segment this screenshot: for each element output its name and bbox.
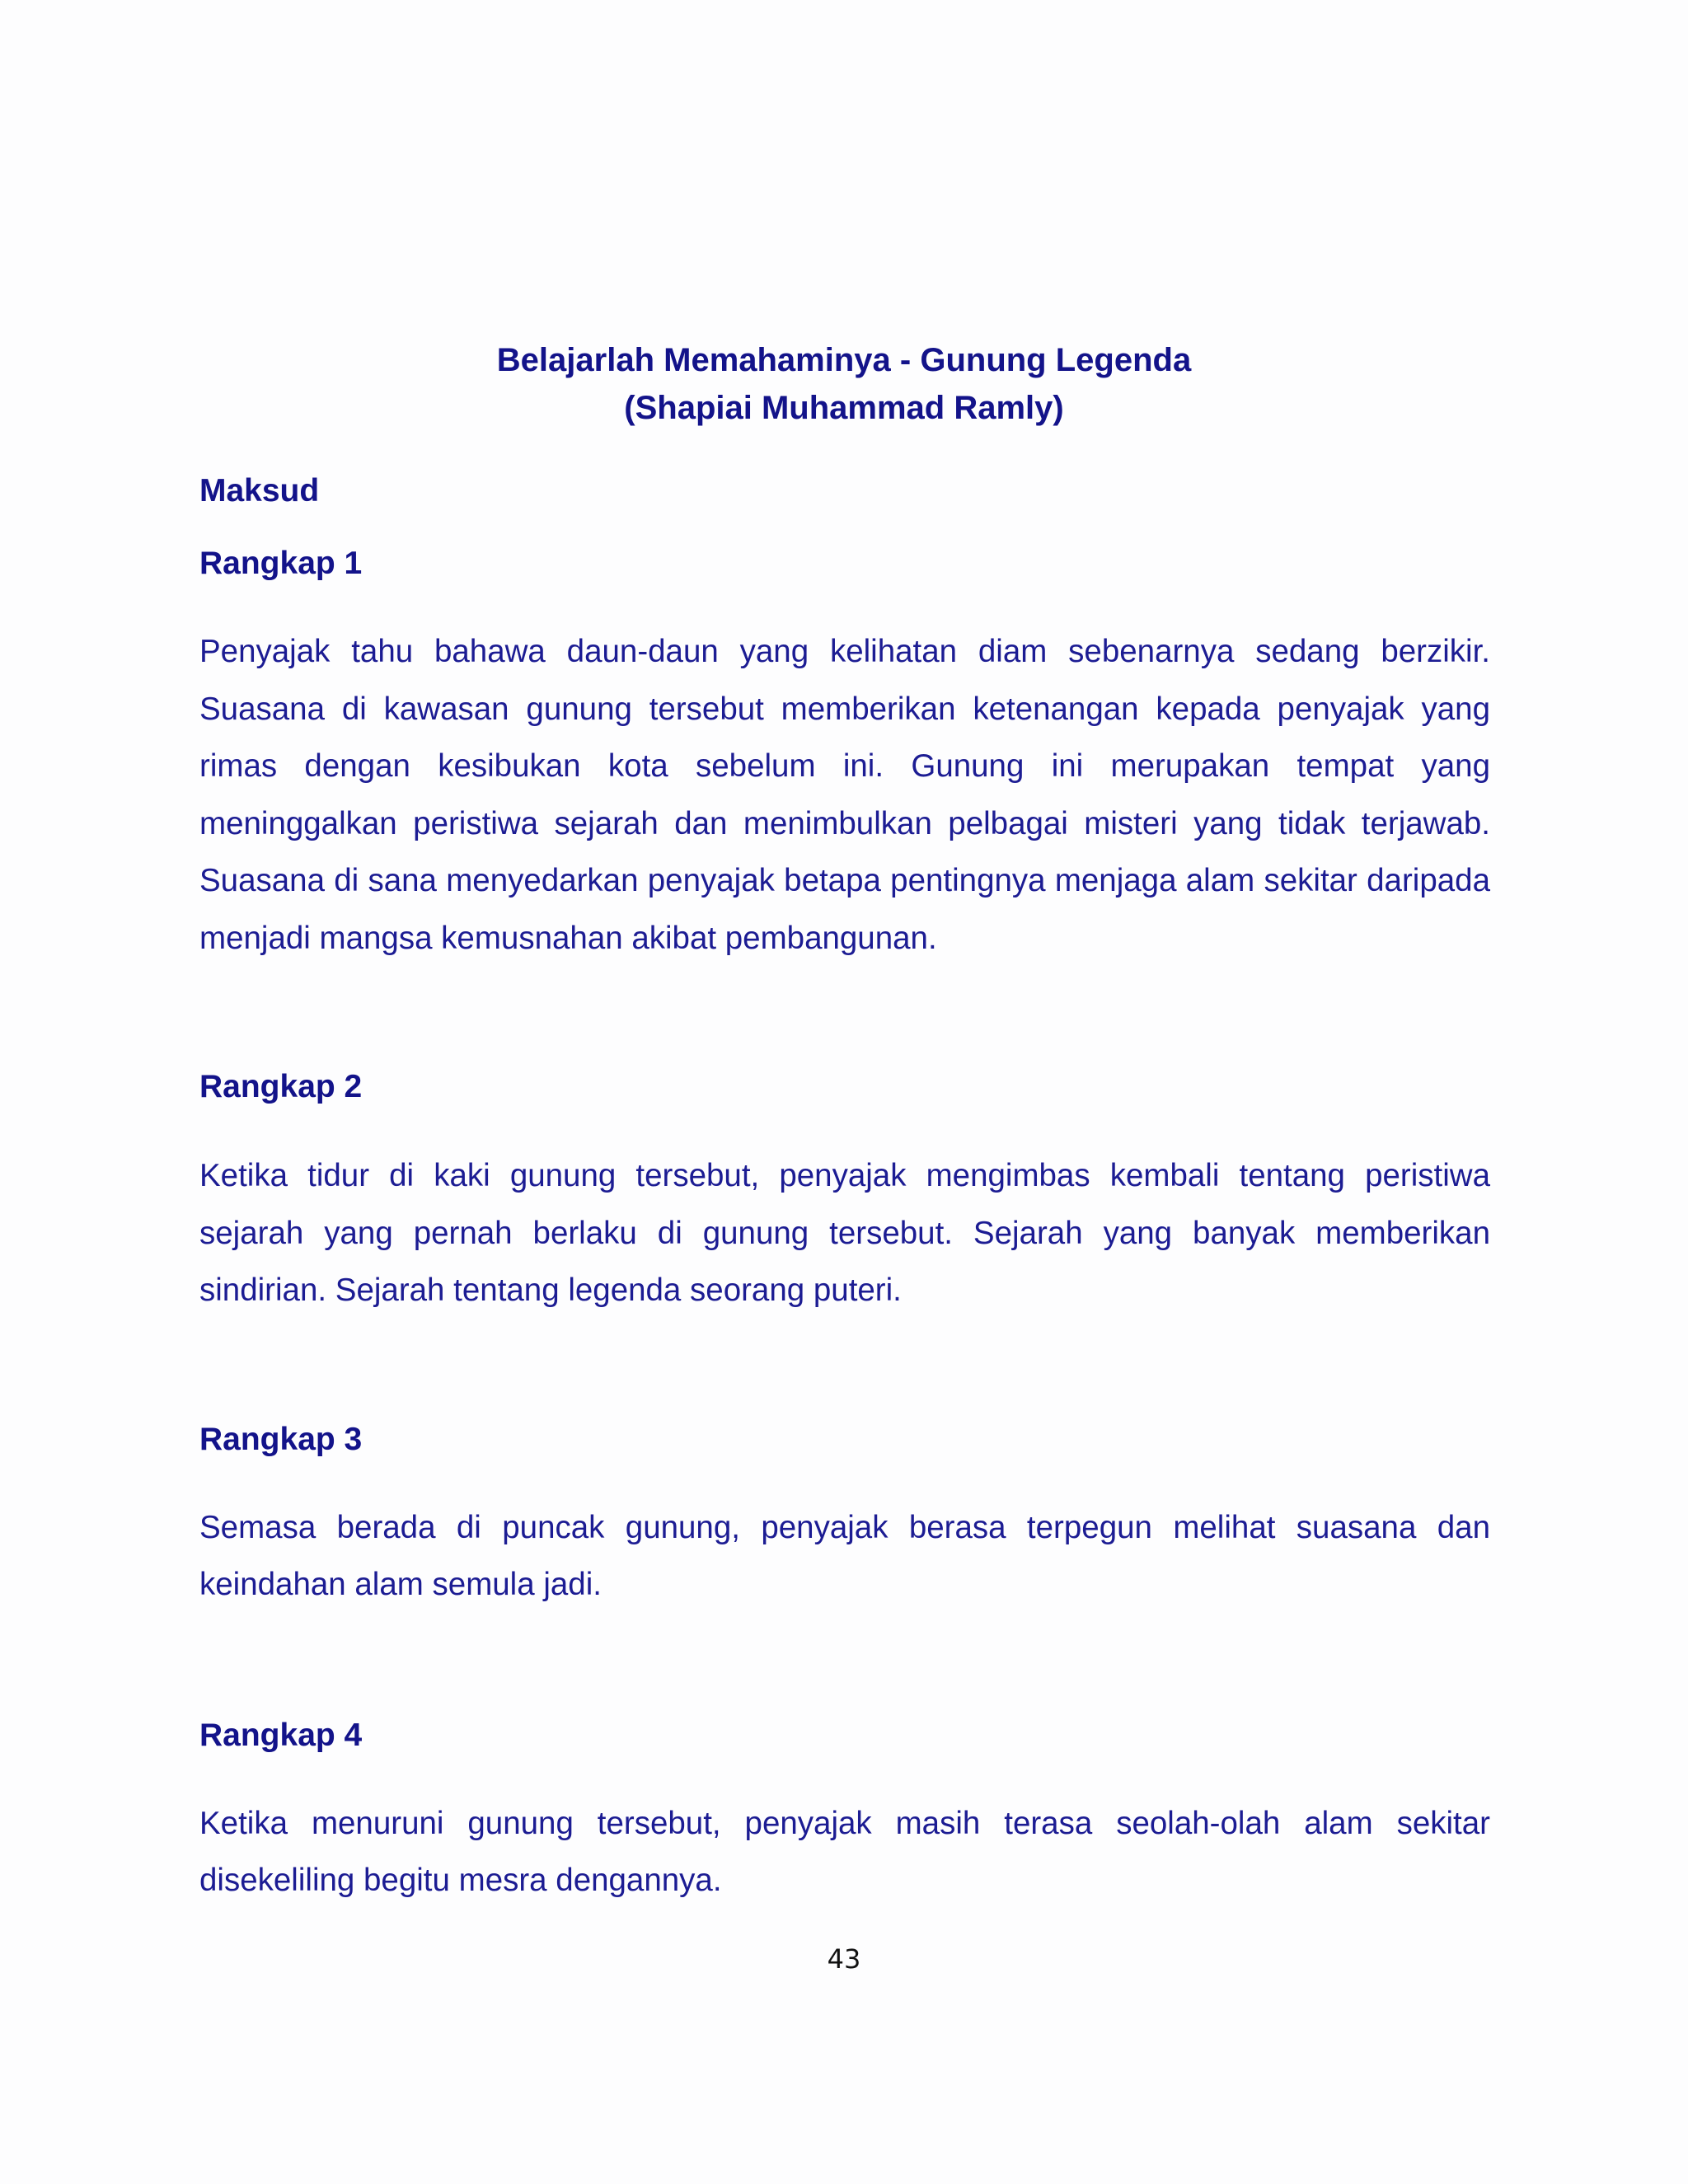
stanza-text-3: Semasa berada di puncak gunung, penyajak berasa terpegun melihat suasana dan keindahan alam semula jadi.	[199, 1509, 1490, 1602]
stanza-text-1: Penyajak tahu bahawa daun-daun yang kelihatan diam sebenarnya sedang berzikir. Suasana di kawasan gunung tersebut memberikan ketenangan kepada penyajak yang rimas dengan kesibukan kota sebelum ini. Gunung ini merupakan tempat yang meninggalkan peristiwa sejarah dan menimbulkan pelbagai misteri yang tidak terjawab. Suasana di sana menyedarkan penyajak betapa pentingnya menjaga alam sekitar daripada menjadi mangsa kemusnahan akibat pembangunan.	[199, 634, 1490, 956]
stanza-text-4: Ketika menuruni gunung tersebut, penyajak masih terasa seolah-olah alam sekitar disekeliling begitu mesra dengannya.	[199, 1805, 1490, 1898]
content-body	[199, 471, 1490, 1910]
stanza-heading-1: Rangkap 1	[199, 546, 363, 581]
page-number: 43	[827, 1943, 861, 1975]
title-block	[0, 336, 1688, 432]
stanza-text-2: Ketika tidur di kaki gunung tersebut, penyajak mengimbas kembali tentang peristiwa sejarah yang pernah berlaku di gunung tersebut. Sejarah yang banyak memberikan sindirian. Sejarah tentang legenda seorang puteri.	[199, 1158, 1490, 1308]
document-title: Belajarlah Memahaminya - Gunung Legenda	[496, 342, 1192, 378]
stanza-heading-3: Rangkap 3	[199, 1421, 363, 1457]
section-heading-maksud: Maksud	[199, 473, 320, 509]
document-author: (Shapiai Muhammad Ramly)	[624, 390, 1064, 426]
stanza-heading-4: Rangkap 4	[199, 1717, 363, 1753]
stanza-heading-2: Rangkap 2	[199, 1069, 363, 1104]
